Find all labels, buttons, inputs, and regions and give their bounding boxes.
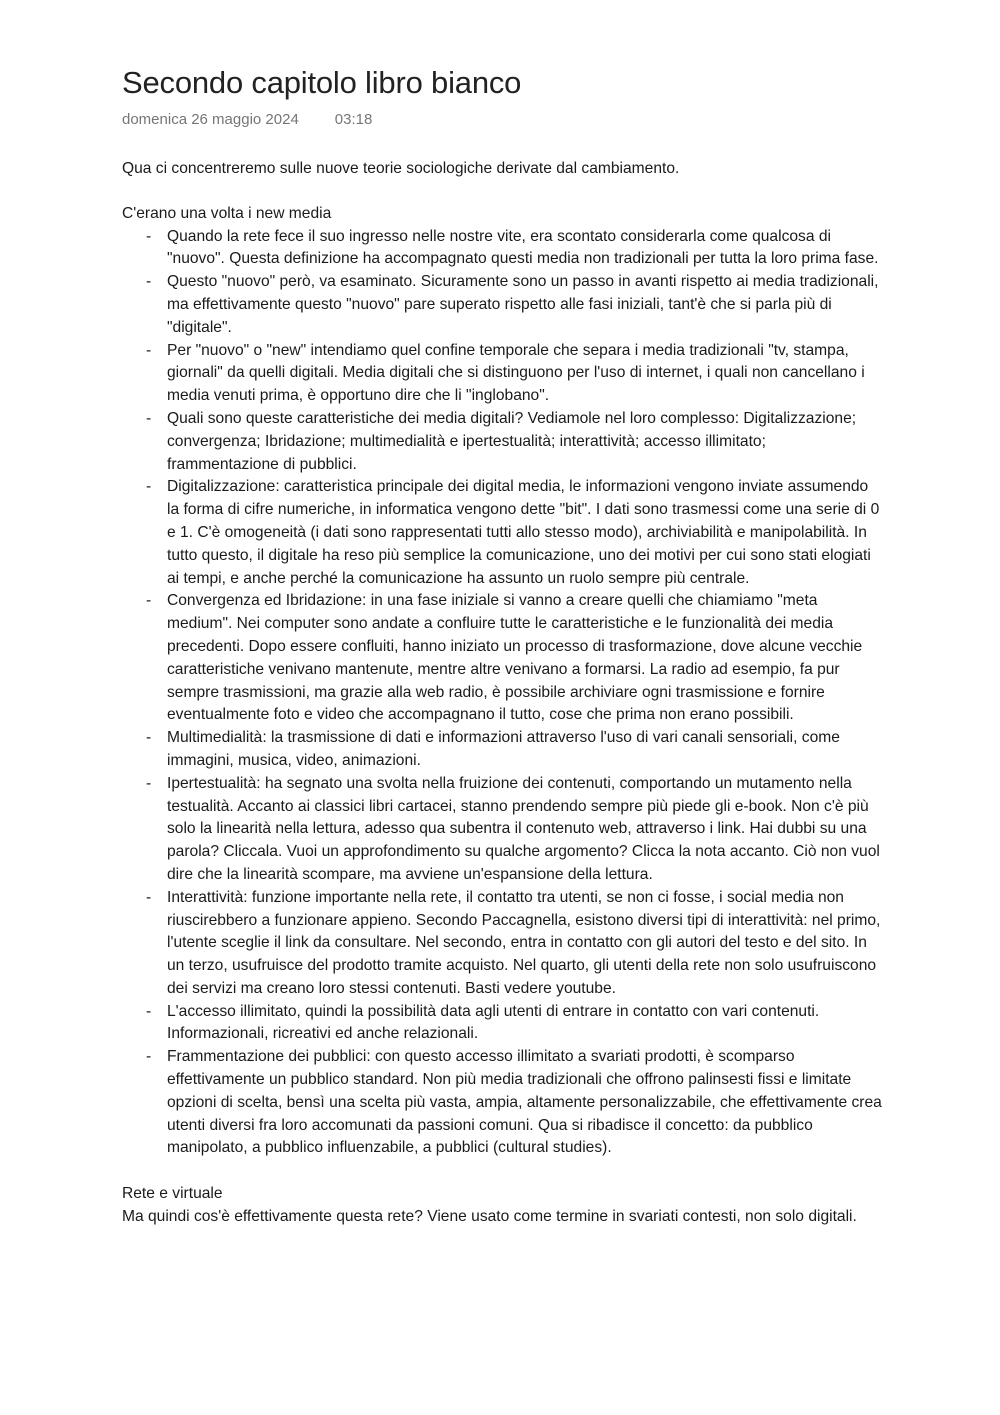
list-item: - Digitalizzazione: caratteristica principale dei digital media, le informazioni vengono inviate assumendo la forma di cifre numeriche, in informatica vengono dette "bit". I dati sono trasmessi come una serie di 0 e 1. C'è omogeneità (i dati sono rappresentati tutti allo stesso modo), archiviabilità e manipolabilità. In tutto questo, il digitale ha reso più semplice la comunicazione, uno dei motivi per cui sono stati elogiati ai tempi, e anche perché la comunicazione ha assunto un ruolo sempre più centrale. [167, 476, 882, 590]
list-item: - Quando la rete fece il suo ingresso nelle nostre vite, era scontato considerarla come qualcosa di "nuovo". Questa definizione ha accompagnato questi media non tradizionali per tutta la loro prima fase. [167, 226, 882, 272]
page-title: Secondo capitolo libro bianco [122, 65, 522, 100]
list-item: - Questo "nuovo" però, va esaminato. Sicuramente sono un passo in avanti rispetto ai media tradizionali, ma effettivamente questo "nuovo" pare superato rispetto alle fasi iniziali, tant'è che si parla più di "digitale". [167, 271, 882, 339]
list-item: - Multimedialità: la trasmissione di dati e informazioni attraverso l'uso di vari canali sensoriali, come immagini, musica, video, animazioni. [167, 727, 882, 773]
list-item: - Frammentazione dei pubblici: con questo accesso illimitato a svariati prodotti, è scomparso effettivamente un pubblico standard. Non più media tradizionali che offrono palinsesti fissi e limitate opzioni di scelta, bensì una scelta più vasta, ampia, altamente personalizzabile, che effettivamente crea utenti diversi fra loro accomunati da passioni comuni. Qua si ribadisce il concetto: da pubblico manipolato, a pubblico influenzabile, a pubblici (cultural studies). [167, 1046, 882, 1160]
note-date: domenica 26 maggio 2024 [122, 111, 299, 128]
list-item: - Convergenza ed Ibridazione: in una fase iniziale si vanno a creare quelli che chiamiamo "meta medium". Nei computer sono andate a confluire tutte le caratteristiche e le funzionalità dei media precedenti. Dopo essere confluiti, hanno iniziato un processo di trasformazione, dove alcune vecchie caratteristiche venivano mantenute, mentre altre venivano a formarsi. La radio ad esempio, fa pur sempre trasmissioni, ma grazie alla web radio, è possibile archiviare ogni trasmissione e fornire eventualmente foto e video che accompagnano il tutto, cose che prima non erano possibili. [167, 590, 882, 727]
intro-paragraph: Qua ci concentreremo sulle nuove teorie sociologiche derivate dal cambiamento. [122, 160, 680, 177]
note-time: 03:18 [334, 111, 373, 128]
list-item: - L'accesso illimitato, quindi la possibilità data agli utenti di entrare in contatto con vari contenuti. Informazionali, ricreativi ed anche relazionali. [167, 1001, 882, 1047]
section-heading-rete: Rete e virtuale [122, 1185, 223, 1203]
list-item: - Interattività: funzione importante nella rete, il contatto tra utenti, se non ci fosse, i social media non riuscirebbero a funzionare appieno. Secondo Paccagnella, esistono diversi tipi di interattività: nel primo, l'utente sceglie il link da consultare. Nel secondo, entra in contatto con gli autori del testo e del sito. In un terzo, usufruisce del prodotto tramite acquisto. Nel quarto, gli utenti della rete non solo usufruiscono dei servizi ma creano loro stessi contenuti. Basti vedere youtube. [167, 887, 882, 1001]
note-page [122, 60, 882, 1229]
list-item: - Quali sono queste caratteristiche dei media digitali? Vediamole nel loro complesso: Digitalizzazione; convergenza; Ibridazione; multimedialità e ipertestualità; interattività; accesso illimitato; frammentazione di pubblici. [167, 408, 882, 476]
list-item: - Ipertestualità: ha segnato una svolta nella fruizione dei contenuti, comportando un mutamento nella testualità. Accanto ai classici libri cartacei, stanno prendendo sempre più piede gli e-book. Non c'è più solo la linearità nella lettura, adesso qua subentra il contenuto web, attraverso i link. Hai dubbi su una parola? Cliccala. Vuoi un approfondimento su qualche argomento? Clicca la nota accanto. Ciò non vuol dire che la linearità scompare, ma avviene un'espansione della lettura. [167, 773, 882, 887]
section-rete-virtuale [122, 1183, 882, 1229]
note-metadata [122, 108, 882, 132]
new-media-list [122, 226, 882, 1161]
rete-paragraph: Ma quindi cos'è effettivamente questa rete? Viene usato come termine in svariati contesti, non solo digitali. [122, 1208, 857, 1226]
list-item: - Per "nuovo" o "new" intendiamo quel confine temporale che separa i media tradizionali "tv, stampa, giornali" da quelli digitali. Media digitali che si distinguono per l'uso di internet, i quali non cancellano i media venuti prima, è opportuno dire che li "inglobano". [167, 340, 882, 408]
section-heading-new-media: C'erano una volta i new media [122, 204, 332, 222]
